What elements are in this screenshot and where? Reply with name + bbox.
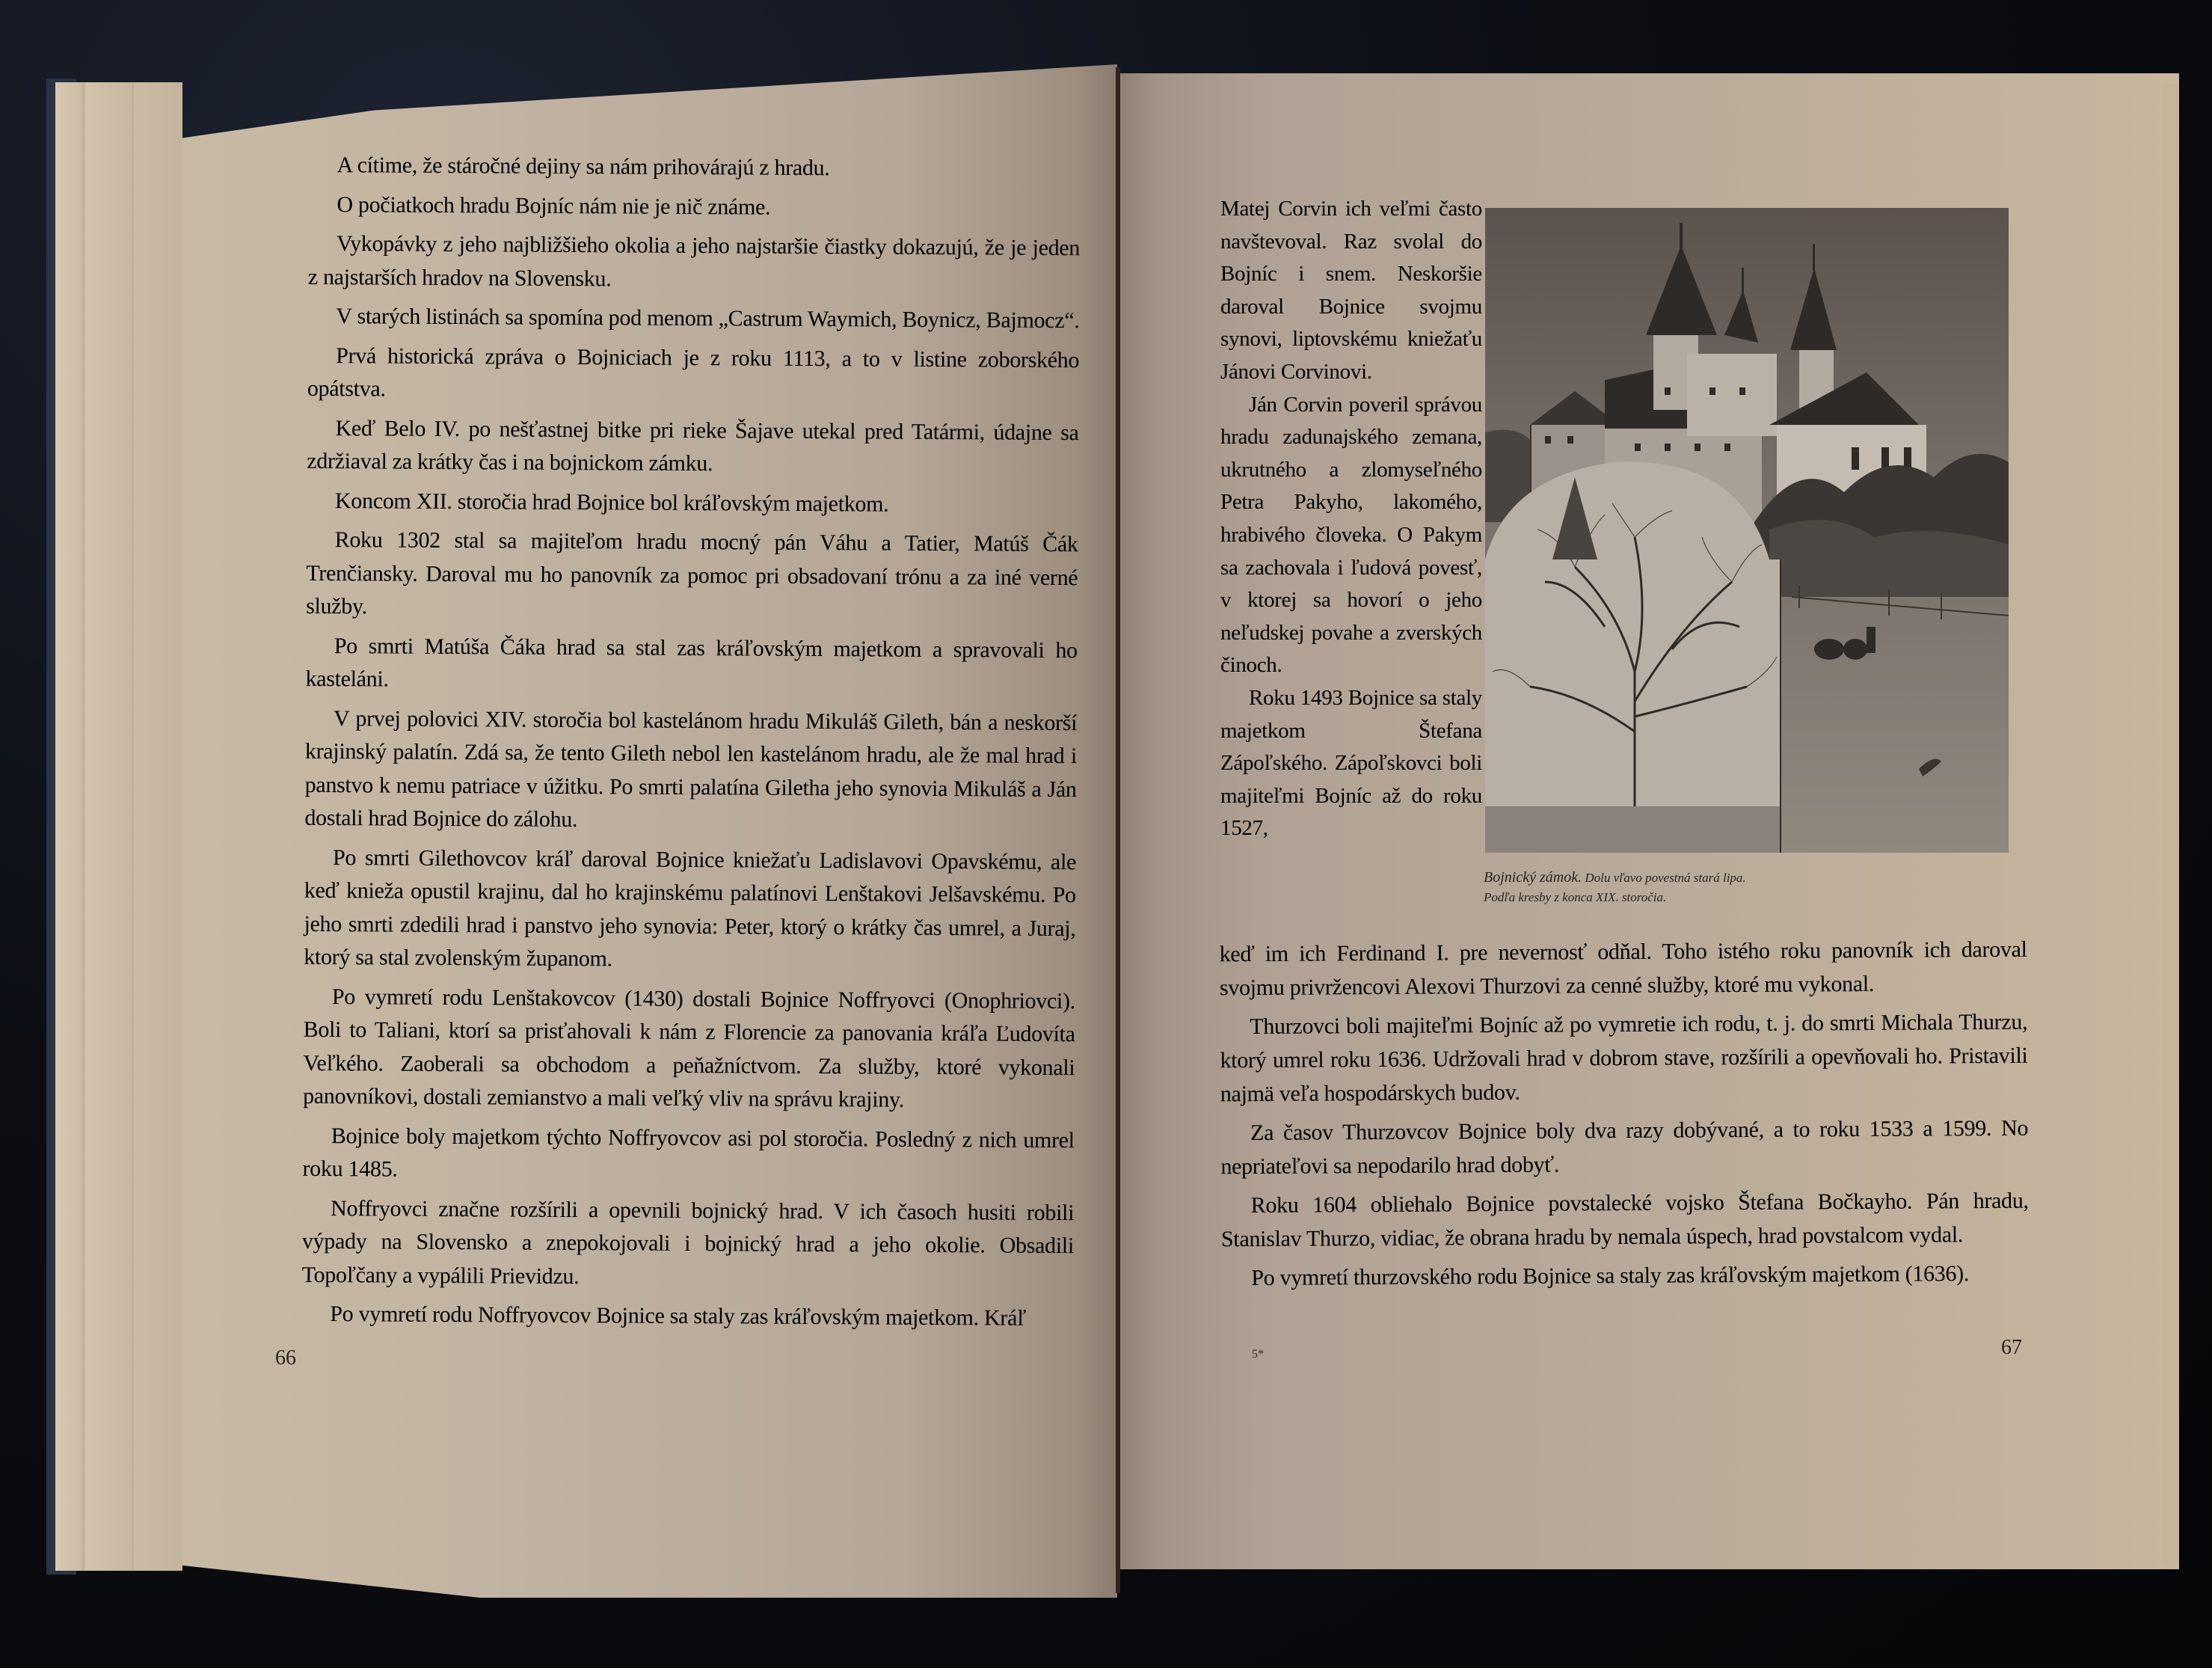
paragraph: Po vymretí rodu Lenštakovcov (1430) dostali Bojnice Noffryovci (Onophriovci). Boli to Taliani, ktorí sa prisťahovali k nám z Florencie za panovania kráľa Ľudovíta Veľkého. Zaoberali sa obchodom a peňažníctvom. Za služby, ktoré vykonali panovníkovi, dostali zemianstvo a mali veľký vliv na správu krajiny. — [303, 984, 1076, 1112]
paragraph: V prvej polovici XIV. storočia bol kastelánom hradu Mikuláš Gileth, bán a neskorší krajinský palatín. Zdá sa, že tento Gileth nebol len kastelánom hradu, ale že mal hrad i panstvo k nemu patriace v úžitku. Po smrti palatína Giletha jeho synovia Mikuláš a Ján dostali hrad Bojnice do zálohu. — [304, 705, 1078, 833]
right-page-stack-edge — [2163, 84, 2179, 1565]
book-gutter — [1116, 67, 1120, 1593]
paragraph: A cítime, že stáročné dejiny sa nám prihovárajú z hradu. — [337, 153, 830, 181]
left-page-stack-edges — [55, 82, 182, 1571]
castle-engraving-figure — [1485, 208, 2009, 853]
paragraph: Keď Belo IV. po nešťastnej bitke pri rieke Šajave utekal pred Tatármi, údajne sa zdržiaval za krátky čas i na bojnickom zámku. — [307, 415, 1079, 476]
paragraph: keď im ich Ferdinand I. pre nevernosť odňal. Toho istého roku panovník ich daroval svojmu privržencovi Alexovi Thurzovi za cenné služby, ktoré mu vykonal. — [1219, 936, 2027, 1001]
castle-engraving-icon — [1485, 208, 2009, 853]
caption-title: Bojnický zámok. — [1484, 869, 1582, 886]
printer-signature-mark: 5* — [1252, 1348, 1264, 1361]
paragraph: Roku 1604 obliehalo Bojnice povstalecké vojsko Štefana Bočkayho. Pán hradu, Stanislav Thurzo, vidiac, že obrana hradu by nemala úspech, hrad povstalcom vydal. — [1220, 1188, 2029, 1252]
paragraph: Za časov Thurzovcov Bojnice boly dva razy dobývané, a to roku 1533 a 1599. No nepriateľovi sa nepodarilo hrad dobyť. — [1220, 1115, 2029, 1180]
page-number-left: 66 — [275, 1346, 296, 1370]
paragraph: Prvá historická zpráva o Bojniciach je z roku 1113, a to v listine zoborského opátstva. — [307, 343, 1080, 402]
paragraph: Koncom XII. storočia hrad Bojnice bol kráľovským majetkom. — [334, 488, 889, 517]
right-page-wide-column — [1220, 933, 2030, 1301]
caption-line-1: Dolu vľavo povestná stará lipa. — [1585, 871, 1746, 885]
paragraph: Po smrti Gilethovcov kráľ daroval Bojnice kniežaťu Ladislavovi Opavskému, ale keď knieža opustil krajinu, dal ho krajinskému palatínovi Lenštakovi Jelšavskému. Po jeho smrti zdedili hrad i panstvo jeho synovia: Peter, ktorý o krátky čas umrel, a Juraj, ktorý sa stal zvolenským županom. — [304, 844, 1077, 972]
paragraph: Po vymretí thurzovského rodu Bojnice sa staly zas kráľovským majetkom (1636). — [1251, 1261, 1970, 1291]
left-page-text — [301, 149, 1081, 1342]
figure-caption — [1484, 868, 1872, 907]
paragraph: Noffryovci značne rozšírili a opevnili bojnický hrad. V ich časoch husiti robili výpady na Slovensko a znepokojovali i bojnický hrad a jeho okolie. Obsadili Topoľčany a vypálili Prievidzu. — [301, 1195, 1075, 1289]
paragraph: Matej Corvin ich veľmi často navštevoval. Raz svolal do Bojníc i snem. Neskoršie daroval Bojnice svojmu synovi, liptovskému kniežaťu Jánovi Corvinovi. — [1220, 197, 1482, 384]
paragraph: Roku 1493 Bojnice sa staly majetkom Štefana Zápoľského. Zápoľskovci boli majiteľmi Bojníc až do roku 1527, — [1220, 685, 1482, 841]
caption-line-2: Podľa kresby z konca XIX. storočia. — [1484, 890, 1667, 904]
paragraph: Roku 1302 stal sa majiteľom hradu mocný pán Váhu a Tatier, Matúš Čák Trenčiansky. Daroval mu ho panovník za pomoc pri obsadovaní trónu a za iné verné služby. — [306, 527, 1078, 619]
paragraph: O počiatkoch hradu Bojníc nám nie je nič známe. — [337, 191, 771, 220]
paragraph: V starých listinách sa spomína pod menom „Castrum Waymich, Boynicz, Bajmocz“. — [336, 304, 1080, 334]
paragraph: Bojnice boly majetkom týchto Noffryovcov asi pol storočia. Posledný z nich umrel roku 1485. — [302, 1123, 1075, 1182]
paragraph: Vykopávky z jeho najbližšieho okolia a jeho najstaršie čiastky dokazujú, že je jeden z najstarších hradov na Slovensku. — [307, 231, 1081, 291]
page-number-right: 67 — [2001, 1336, 2022, 1359]
right-page-narrow-column — [1220, 193, 1482, 845]
paragraph: Po smrti Matúša Čáka hrad sa stal zas kráľovským majetkom a spravovali ho kasteláni. — [305, 633, 1078, 692]
paragraph: Ján Corvin poveril správou hradu zadunajského zemana, ukrutného a zlomyseľného Petra Pakyho, lakomého, hrabivého človeka. O Pakym sa zachovala i ľudová povesť, v ktorej sa hovorí o jeho neľudskej povahe a zverských činoch. — [1220, 392, 1482, 678]
paragraph: Po vymretí rodu Noffryovcov Bojnice sa staly zas kráľovským majetkom. Kráľ — [330, 1301, 1027, 1331]
paragraph: Thurzovci boli majiteľmi Bojníc až po vymretie ich rodu, t. j. do smrti Michala Thurzu, ktorý umrel roku 1636. Udržovali hrad v dobrom stave, rozšírili a opevňovali ho. Pristavili najmä veľa hospodárskych budov. — [1220, 1009, 2028, 1107]
